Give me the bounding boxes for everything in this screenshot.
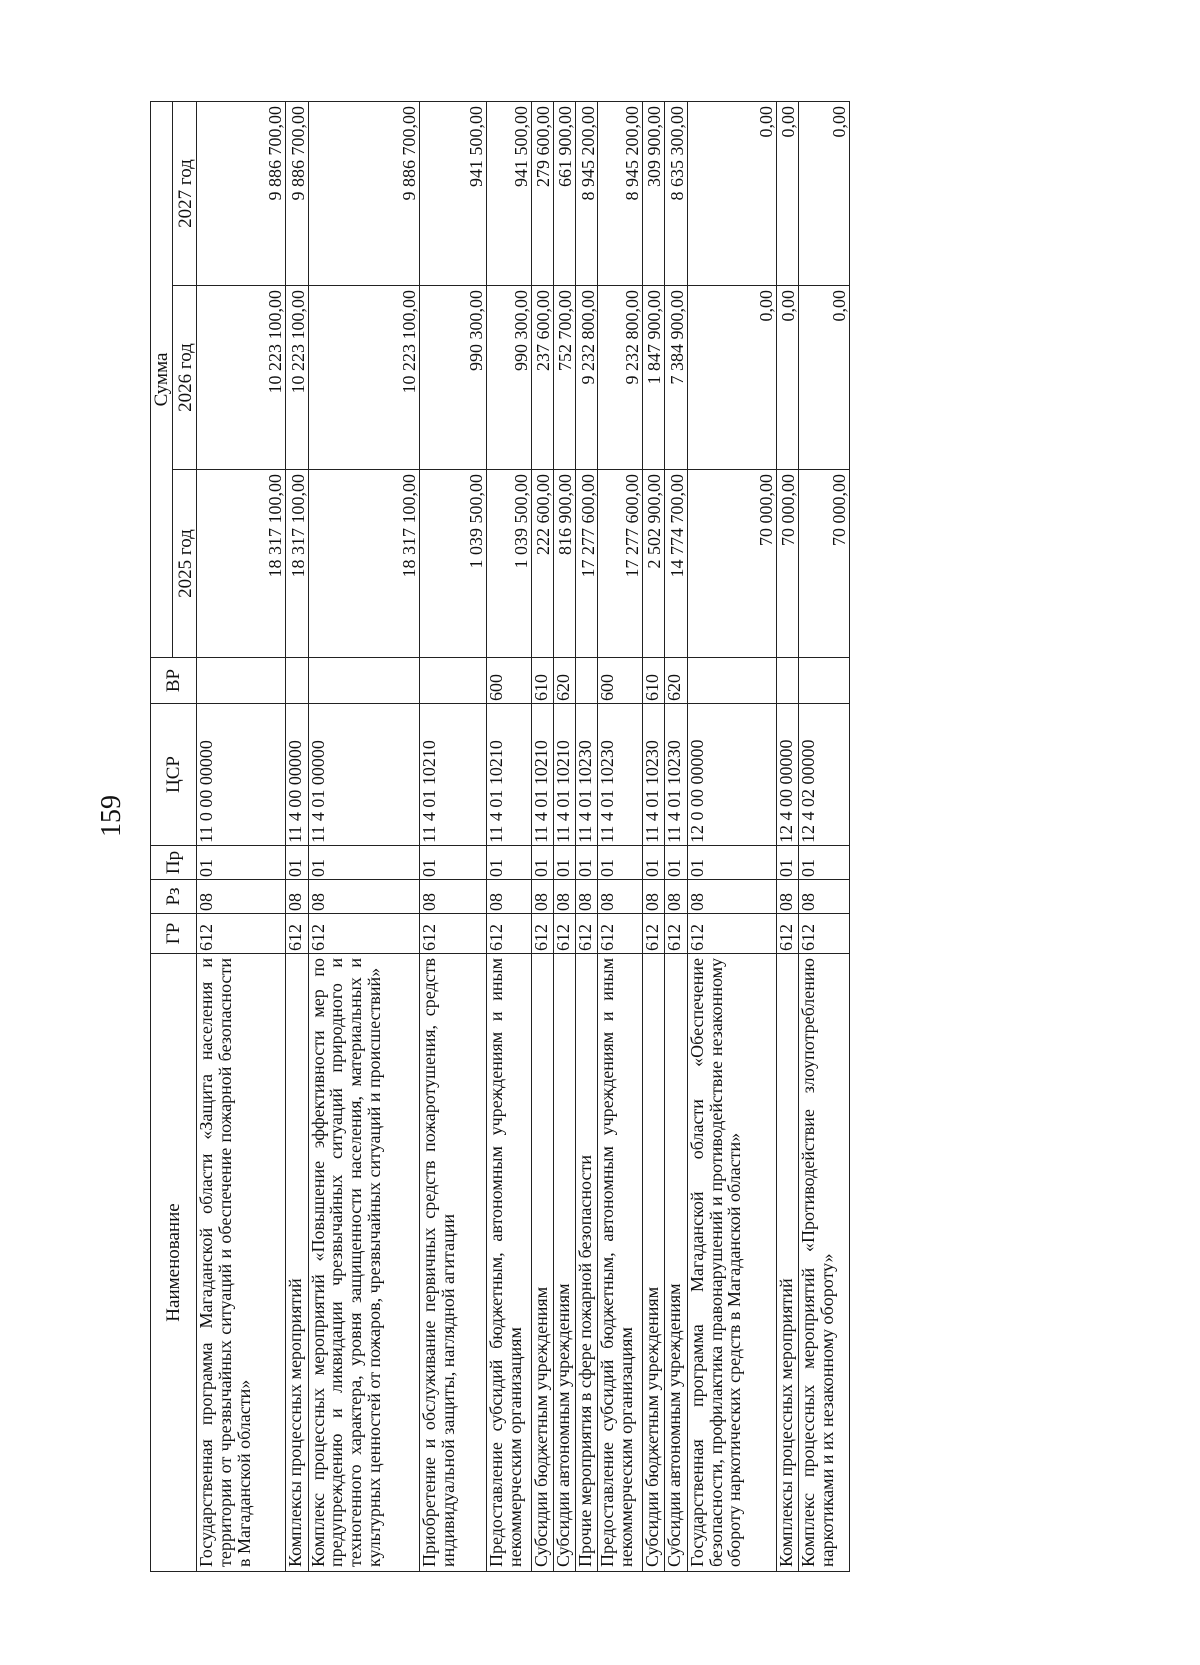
row-pr: 01: [598, 846, 643, 880]
row-gr: 612: [776, 914, 798, 954]
row-gr: 612: [420, 914, 487, 954]
row-vr: 620: [665, 658, 687, 704]
row-csr: 11 4 01 10210: [531, 704, 553, 846]
row-sum-2026: 7 384 900,00: [665, 286, 687, 470]
row-gr: 612: [531, 914, 553, 954]
row-gr: 612: [799, 914, 850, 954]
row-pr: 01: [308, 846, 420, 880]
table-row: [420, 102, 487, 1572]
row-sum-2026: 0,00: [776, 286, 798, 470]
row-rz: 08: [531, 880, 553, 914]
header-sum: Сумма: [151, 102, 173, 658]
header-2025: 2025 год: [173, 470, 197, 658]
row-sum-2026: 0,00: [687, 286, 776, 470]
row-gr: 612: [598, 914, 643, 954]
budget-table: [150, 101, 850, 1572]
row-sum-2027: 9 886 700,00: [197, 102, 286, 286]
row-sum-2025: 70 000,00: [799, 470, 850, 658]
row-pr: 01: [799, 846, 850, 880]
row-csr: 11 4 01 10230: [643, 704, 665, 846]
row-rz: 08: [776, 880, 798, 914]
row-csr: 12 4 02 00000: [799, 704, 850, 846]
row-gr: 612: [643, 914, 665, 954]
row-rz: 08: [576, 880, 598, 914]
row-sum-2025: 1 039 500,00: [420, 470, 487, 658]
row-vr: 610: [643, 658, 665, 704]
row-rz: 08: [665, 880, 687, 914]
row-rz: 08: [643, 880, 665, 914]
row-sum-2026: 10 223 100,00: [197, 286, 286, 470]
header-rz: Рз: [151, 880, 197, 914]
row-csr: 12 0 00 00000: [687, 704, 776, 846]
row-pr: 01: [286, 846, 308, 880]
row-sum-2025: 1 039 500,00: [486, 470, 531, 658]
row-sum-2026: 990 300,00: [420, 286, 487, 470]
header-pr: Пр: [151, 846, 197, 880]
row-vr: 600: [486, 658, 531, 704]
row-rz: 08: [799, 880, 850, 914]
row-vr: [308, 658, 420, 704]
row-name: Субсидии бюджетным учреждениям: [643, 954, 665, 1572]
table-row: [486, 102, 531, 1572]
row-name: Субсидии автономным учреждениям: [665, 954, 687, 1572]
row-pr: 01: [665, 846, 687, 880]
row-sum-2027: 279 600,00: [531, 102, 553, 286]
row-csr: 11 4 01 10210: [420, 704, 487, 846]
row-sum-2026: 752 700,00: [553, 286, 575, 470]
row-csr: 12 4 00 00000: [776, 704, 798, 846]
table-row: [776, 102, 798, 1572]
row-csr: 11 4 01 10210: [553, 704, 575, 846]
row-name: Государственная программа Магаданской области «Обеспечение безопасности, профилактика правонарушений и противодействие незаконному обороту наркотических средств в Магаданской области»: [687, 954, 776, 1572]
row-vr: [197, 658, 286, 704]
table-row: [576, 102, 598, 1572]
table-row: [553, 102, 575, 1572]
row-sum-2027: 8 635 300,00: [665, 102, 687, 286]
row-vr: [799, 658, 850, 704]
row-sum-2027: 941 500,00: [420, 102, 487, 286]
row-sum-2026: 10 223 100,00: [308, 286, 420, 470]
row-vr: 610: [531, 658, 553, 704]
row-gr: 612: [486, 914, 531, 954]
row-csr: 11 4 01 00000: [308, 704, 420, 846]
row-vr: [286, 658, 308, 704]
row-rz: 08: [286, 880, 308, 914]
row-sum-2027: 0,00: [687, 102, 776, 286]
row-vr: [687, 658, 776, 704]
table-body: [197, 102, 850, 1572]
row-pr: 01: [486, 846, 531, 880]
row-name: Субсидии бюджетным учреждениям: [531, 954, 553, 1572]
row-csr: 11 4 01 10230: [665, 704, 687, 846]
header-csr: ЦСР: [151, 704, 197, 846]
row-csr: 11 4 00 00000: [286, 704, 308, 846]
row-vr: 620: [553, 658, 575, 704]
row-vr: 600: [598, 658, 643, 704]
row-sum-2027: 9 886 700,00: [286, 102, 308, 286]
row-rz: 08: [197, 880, 286, 914]
row-sum-2027: 0,00: [799, 102, 850, 286]
row-gr: 612: [286, 914, 308, 954]
row-csr: 11 4 01 10230: [576, 704, 598, 846]
row-sum-2025: 18 317 100,00: [197, 470, 286, 658]
table-row: [286, 102, 308, 1572]
table-row: [308, 102, 420, 1572]
row-sum-2025: 70 000,00: [687, 470, 776, 658]
row-vr: [776, 658, 798, 704]
row-sum-2026: 237 600,00: [531, 286, 553, 470]
row-sum-2025: 70 000,00: [776, 470, 798, 658]
table-row: [531, 102, 553, 1572]
row-sum-2026: 0,00: [799, 286, 850, 470]
row-sum-2027: 9 886 700,00: [308, 102, 420, 286]
row-gr: 612: [665, 914, 687, 954]
table-row: [665, 102, 687, 1572]
row-name: Комплексы процессных мероприятий: [776, 954, 798, 1572]
header-name: Наименование: [151, 954, 197, 1572]
row-sum-2026: 9 232 800,00: [576, 286, 598, 470]
row-gr: 612: [308, 914, 420, 954]
row-name: Субсидии автономным учреждениям: [553, 954, 575, 1572]
row-pr: 01: [553, 846, 575, 880]
row-gr: 612: [197, 914, 286, 954]
row-sum-2025: 18 317 100,00: [308, 470, 420, 658]
row-sum-2025: 14 774 700,00: [665, 470, 687, 658]
row-rz: 08: [598, 880, 643, 914]
row-name: Комплексы процессных мероприятий: [286, 954, 308, 1572]
row-vr: [420, 658, 487, 704]
row-name: Приобретение и обслуживание первичных средств пожаротушения, средств индивидуальной защиты, наглядной агитации: [420, 954, 487, 1572]
row-pr: 01: [420, 846, 487, 880]
page-number: 159: [96, 795, 127, 837]
row-name: Предоставление субсидий бюджетным, автономным учреждениям и иным некоммерческим организациям: [486, 954, 531, 1572]
row-rz: 08: [553, 880, 575, 914]
row-sum-2026: 10 223 100,00: [286, 286, 308, 470]
row-sum-2027: 661 900,00: [553, 102, 575, 286]
row-sum-2025: 18 317 100,00: [286, 470, 308, 658]
row-rz: 08: [486, 880, 531, 914]
header-gr: ГР: [151, 914, 197, 954]
header-2027: 2027 год: [173, 102, 197, 286]
row-rz: 08: [308, 880, 420, 914]
table-row: [598, 102, 643, 1572]
row-sum-2027: 8 945 200,00: [576, 102, 598, 286]
rotated-table-container: [150, 102, 850, 1572]
row-name: Комплекс процессных мероприятий «Повышение эффективности мер по предупреждению и ликвидации чрезвычайных ситуаций природного и техногенного характера, уровня защищенности населения, материальных и культурных ценностей от пожаров, чрезвычайных ситуаций и происшествий»: [308, 954, 420, 1572]
row-vr: [576, 658, 598, 704]
row-sum-2025: 222 600,00: [531, 470, 553, 658]
row-name: Предоставление субсидий бюджетным, автономным учреждениям и иным некоммерческим организациям: [598, 954, 643, 1572]
row-pr: 01: [197, 846, 286, 880]
table-row: [643, 102, 665, 1572]
table-row: [799, 102, 850, 1572]
table-row: [687, 102, 776, 1572]
row-name: Комплекс процессных мероприятий «Противодействие злоупотреблению наркотиками и их незаконному обороту»: [799, 954, 850, 1572]
row-rz: 08: [420, 880, 487, 914]
row-pr: 01: [776, 846, 798, 880]
row-sum-2025: 816 900,00: [553, 470, 575, 658]
row-pr: 01: [531, 846, 553, 880]
row-pr: 01: [687, 846, 776, 880]
row-sum-2025: 2 502 900,00: [643, 470, 665, 658]
row-rz: 08: [687, 880, 776, 914]
row-gr: 612: [553, 914, 575, 954]
row-csr: 11 4 01 10230: [598, 704, 643, 846]
row-name: Прочие мероприятия в сфере пожарной безопасности: [576, 954, 598, 1572]
header-row-1: [151, 102, 173, 1572]
row-gr: 612: [576, 914, 598, 954]
row-sum-2026: 9 232 800,00: [598, 286, 643, 470]
row-csr: 11 4 01 10210: [486, 704, 531, 846]
header-vr: ВР: [151, 658, 197, 704]
row-pr: 01: [576, 846, 598, 880]
row-sum-2027: 941 500,00: [486, 102, 531, 286]
header-2026: 2026 год: [173, 286, 197, 470]
row-name: Государственная программа Магаданской области «Защита населения и территории от чрезвычайных ситуаций и обеспечение пожарной безопасности в Магаданской области»: [197, 954, 286, 1572]
row-sum-2025: 17 277 600,00: [576, 470, 598, 658]
row-sum-2026: 1 847 900,00: [643, 286, 665, 470]
row-sum-2025: 17 277 600,00: [598, 470, 643, 658]
row-csr: 11 0 00 00000: [197, 704, 286, 846]
row-pr: 01: [643, 846, 665, 880]
row-sum-2027: 8 945 200,00: [598, 102, 643, 286]
row-sum-2026: 990 300,00: [486, 286, 531, 470]
row-gr: 612: [687, 914, 776, 954]
table-row: [197, 102, 286, 1572]
row-sum-2027: 0,00: [776, 102, 798, 286]
row-sum-2027: 309 900,00: [643, 102, 665, 286]
